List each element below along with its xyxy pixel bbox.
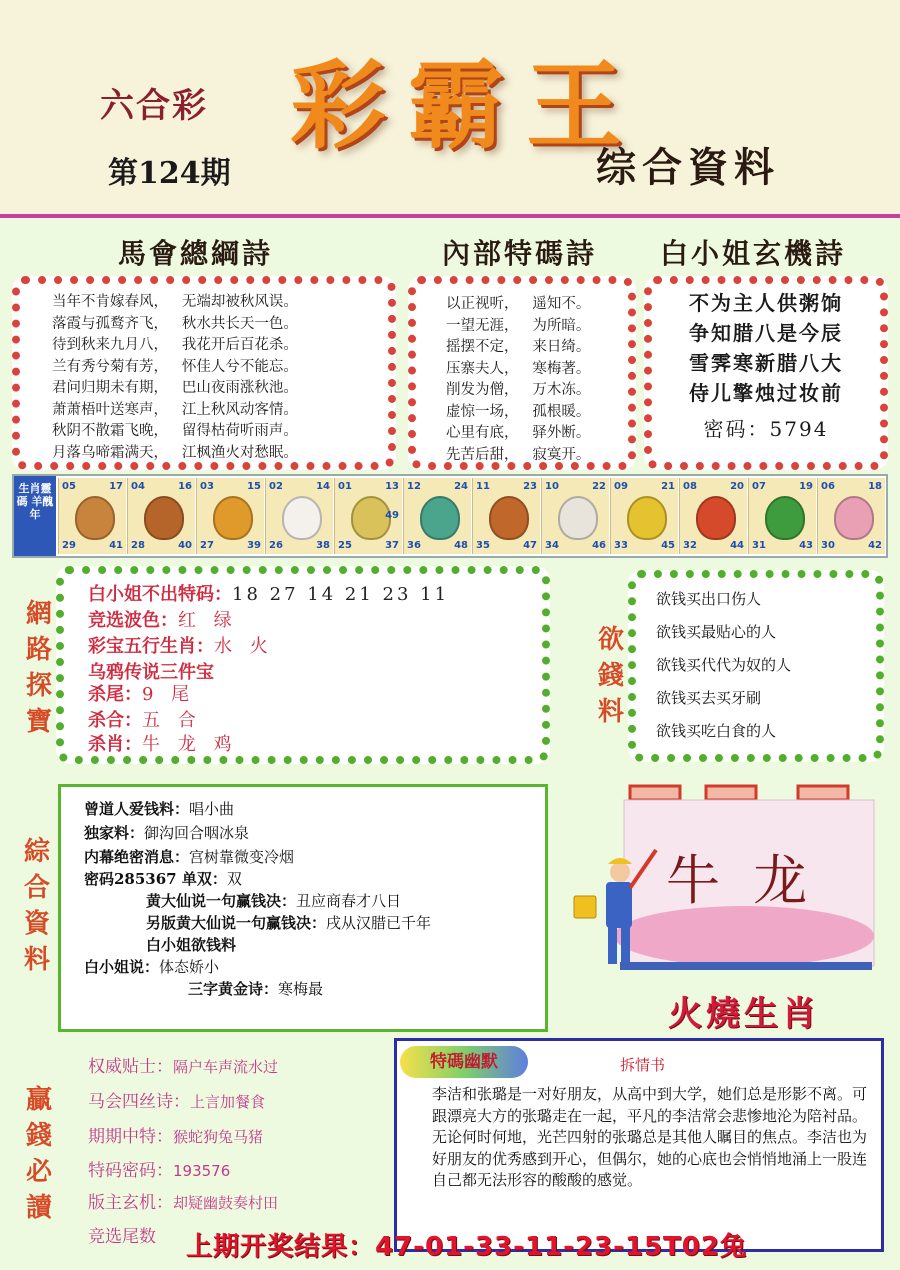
last-draw-result: 上期开奖结果：47-01-33-11-23-15T02兔	[186, 1232, 747, 1262]
comp-line	[146, 890, 401, 911]
zodiac-number: 20	[730, 481, 744, 492]
comp-label: 黄大仙说一句赢钱决：	[146, 892, 297, 910]
inner-poem-text: 以正视听， 遥知不。 一望无涯， 为所暗。 摇摆不定， 来日绮。 压寨夫人， 寒梅著。 削发为僧， 万木冻。 虚惊一场， 孤根暖。 心里有底， 驿外断。 先苦后甜， 寂寞开。	[446, 296, 591, 463]
win-label: 马会四丝诗：	[88, 1092, 190, 1112]
brand-title: 彩霸王	[290, 49, 644, 162]
zodiac-cell	[127, 478, 195, 554]
treasure-label: 杀合：	[88, 710, 142, 731]
win-label: 权威贴士：	[88, 1057, 173, 1077]
story-text: 李洁和张璐是一对好朋友，从高中到大学，她们总是形影不离。可跟漂亮大方的张璐走在一起，平凡的李洁常会悲惨地沦为陪衬品。无论何时何地，光芒四射的张璐总是其他人瞩目的焦点。李洁也为好朋友的优秀感到开心，但偶尔，她的心底也会悄悄地涌上一股连自己都无法形容的酸酸的感觉。	[432, 1085, 868, 1189]
treasure-value: 牛 龙 鸡	[142, 734, 238, 755]
zodiac-number: 30	[821, 540, 835, 551]
comp-label: 白小姐说：	[84, 958, 160, 976]
comp-line	[146, 912, 431, 933]
zodiac-number: 08	[683, 481, 697, 492]
zodiac-number: 15	[247, 481, 261, 492]
win-side-text: 贏錢必讀	[25, 1085, 52, 1223]
horse-poem-text: 当年不肯嫁春风， 无端却被秋风误。 落霞与孤鹜齐飞， 秋水共长天一色。 待到秋来九月八， 我花开后百花杀。 兰有秀兮菊有芳， 怀佳人兮不能忘。 君问归期未有期， 巴山夜雨涨秋池。 萧萧梧叶送寒声， 江上秋风动客情。 秋阴不散霜飞晚， 留得枯荷听雨声。 月落乌啼霜满天， 江枫渔火对愁眠。	[52, 294, 298, 461]
comp-value: 宫树靠微变冷烟	[189, 848, 295, 866]
comp-label: 三字黄金诗：	[188, 980, 279, 998]
zodiac-cell	[541, 478, 609, 554]
comp-line	[188, 978, 323, 999]
zodiac-cell	[403, 478, 471, 554]
treasure-side-label	[22, 596, 56, 740]
zodiac-number: 25	[338, 540, 352, 551]
treasure-row	[88, 730, 237, 756]
zodiac-number: 32	[683, 540, 697, 551]
zodiac-cell	[472, 478, 540, 554]
buy-item: 欲钱买最贴心的人	[656, 623, 777, 641]
zodiac-number: 41	[109, 540, 123, 551]
brand-small: 六合彩	[100, 86, 208, 126]
treasure-label: 杀尾：	[88, 684, 142, 705]
buy-item: 欲钱买吃白食的人	[656, 722, 777, 740]
treasure-value: 18 27 14 21 23 11	[232, 584, 450, 605]
zodiac-number: 12	[407, 481, 421, 492]
zodiac-number: 17	[109, 481, 123, 492]
treasure-row	[88, 606, 238, 632]
zodiac-number: 48	[454, 540, 468, 551]
buy-item: 欲钱买出口伤人	[656, 590, 762, 608]
win-label: 竞选尾数	[88, 1227, 156, 1247]
comp-line	[84, 956, 219, 977]
inner-poem-heading: 內部特碼詩	[442, 237, 598, 270]
zodiac-label	[14, 476, 56, 556]
white-code-row	[660, 414, 872, 444]
story-badge: 特碼幽默	[400, 1046, 528, 1078]
comp-value: 丑应商春才八日	[296, 892, 402, 910]
white-poem-line: 侍儿擎烛过妆前	[689, 381, 843, 405]
treasure-row	[88, 680, 195, 706]
zodiac-animal-icon	[213, 496, 253, 540]
comp-value: 体态娇小	[159, 958, 220, 976]
zodiac-number: 33	[614, 540, 628, 551]
comprehensive-side-text: 綜合資料	[23, 837, 50, 975]
zodiac-number: 14	[316, 481, 330, 492]
zodiac-cell	[58, 478, 126, 554]
zodiac-label-text: 生肖靈碼 羊醜年	[16, 482, 54, 521]
comp-line	[84, 798, 234, 819]
story-title: 拆情书	[620, 1056, 666, 1074]
treasure-row	[88, 580, 449, 606]
zodiac-number: 28	[131, 540, 145, 551]
buy-item: 欲钱买去买牙刷	[656, 689, 762, 707]
zodiac-number: 10	[545, 481, 559, 492]
treasure-side-text: 網路探寶	[25, 599, 52, 737]
comp-value: 寒梅最	[278, 980, 324, 998]
white-poem-line: 不为主人供粥饷	[689, 291, 843, 315]
zodiac-number: 45	[661, 540, 675, 551]
zodiac-number: 09	[614, 481, 628, 492]
subtitle: 综合資料	[596, 144, 780, 191]
fire-zodiac-label: 火燒生肖	[668, 994, 820, 1034]
win-side-label	[22, 1082, 56, 1226]
zodiac-number: 47	[523, 540, 537, 551]
zodiac-number: 01	[338, 481, 352, 492]
win-row	[88, 1188, 278, 1213]
zodiac-number: 29	[62, 540, 76, 551]
zodiac-number: 05	[62, 481, 76, 492]
win-row	[88, 1156, 230, 1181]
treasure-value: 红 绿	[178, 610, 238, 631]
win-value: 上言加餐食	[190, 1093, 266, 1111]
comp-line	[84, 846, 294, 867]
zodiac-number: 24	[454, 481, 468, 492]
zodiac-animal-icon	[765, 496, 805, 540]
zodiac-animal-icon	[696, 496, 736, 540]
zodiac-number: 46	[592, 540, 606, 551]
white-code-label: 密码：	[703, 417, 770, 441]
zodiac-number: 43	[799, 540, 813, 551]
zodiac-animal-icon	[420, 496, 460, 540]
comp-label: 曾道人爱钱料：	[84, 800, 190, 818]
treasure-value: 五 合	[142, 710, 202, 731]
zodiac-number: 04	[131, 481, 145, 492]
buy-item: 欲钱买代代为奴的人	[656, 656, 792, 674]
white-poem-line: 雪霁寒新腊八大	[689, 351, 843, 375]
win-row	[88, 1087, 265, 1112]
comp-value: 双	[226, 870, 242, 888]
zodiac-animal-icon	[834, 496, 874, 540]
zodiac-number: 22	[592, 481, 606, 492]
comp-label: 内幕绝密消息：	[84, 848, 190, 866]
comp-label: 独家料：	[84, 824, 145, 842]
painter-board-text: 牛 龙	[666, 849, 816, 912]
treasure-label: 杀肖：	[88, 734, 142, 755]
win-label: 期期中特：	[88, 1127, 173, 1147]
zodiac-cell	[334, 478, 402, 554]
zodiac-number: 39	[247, 540, 261, 551]
zodiac-cell	[817, 478, 885, 554]
zodiac-number: 31	[752, 540, 766, 551]
zodiac-number: 19	[799, 481, 813, 492]
treasure-label: 彩宝五行生肖：	[88, 636, 214, 657]
white-poem-lines	[660, 288, 872, 444]
treasure-value: 9 尾	[142, 684, 196, 705]
zodiac-cell	[196, 478, 264, 554]
zodiac-number: 36	[407, 540, 421, 551]
zodiac-number: 02	[269, 481, 283, 492]
treasure-label: 乌鸦传说三件宝	[88, 662, 214, 683]
comprehensive-side-label	[20, 834, 54, 978]
zodiac-animal-icon	[282, 496, 322, 540]
buy-side-label	[594, 622, 628, 730]
zodiac-number: 11	[476, 481, 490, 492]
zodiac-number: 34	[545, 540, 559, 551]
header-divider	[0, 214, 900, 218]
win-value: 猴蛇狗兔马猪	[173, 1128, 264, 1146]
zodiac-animal-icon	[627, 496, 667, 540]
zodiac-number: 06	[821, 481, 835, 492]
win-label: 版主玄机：	[88, 1193, 173, 1213]
zodiac-animal-icon	[75, 496, 115, 540]
white-code-value: 5794	[769, 417, 829, 441]
zodiac-number: 03	[200, 481, 214, 492]
win-row	[88, 1122, 263, 1147]
comp-label: 白小姐欲钱料	[146, 936, 237, 954]
zodiac-number: 35	[476, 540, 490, 551]
win-value: 193576	[173, 1162, 231, 1180]
comp-value: 御沟回合咽冰泉	[144, 824, 250, 842]
treasure-label: 竞选波色：	[88, 610, 178, 631]
win-value: 却疑幽鼓奏村田	[173, 1194, 279, 1212]
zodiac-number: 49	[385, 510, 399, 521]
issue-number: 第124期	[108, 156, 231, 191]
zodiac-number: 07	[752, 481, 766, 492]
comp-value: 戌从汉腊已千年	[326, 914, 432, 932]
treasure-label: 白小姐不出特码：	[88, 584, 232, 605]
zodiac-number: 42	[868, 540, 882, 551]
zodiac-number: 38	[316, 540, 330, 551]
zodiac-number: 27	[200, 540, 214, 551]
win-value: 隔户车声流水过	[173, 1058, 279, 1076]
zodiac-number: 13	[385, 481, 399, 492]
zodiac-animal-icon	[489, 496, 529, 540]
win-row	[88, 1052, 278, 1077]
comp-line	[84, 822, 249, 843]
zodiac-cell	[610, 478, 678, 554]
zodiac-number: 21	[661, 481, 675, 492]
white-poem-heading: 白小姐玄機詩	[660, 237, 847, 270]
win-label: 特码密码：	[88, 1161, 173, 1181]
zodiac-number: 26	[269, 540, 283, 551]
comp-label: 密码285367 单双：	[84, 870, 227, 888]
buy-side-text: 欲錢料	[597, 625, 624, 727]
comp-line	[146, 934, 236, 955]
zodiac-number: 37	[385, 540, 399, 551]
treasure-value: 水 火	[214, 636, 274, 657]
treasure-row	[88, 706, 202, 732]
zodiac-number: 16	[178, 481, 192, 492]
win-row	[88, 1222, 156, 1247]
zodiac-animal-icon	[144, 496, 184, 540]
treasure-row	[88, 632, 274, 658]
horse-poem-heading: 馬會總綱詩	[118, 237, 274, 270]
zodiac-number: 23	[523, 481, 537, 492]
white-poem-line: 争知腊八是今辰	[689, 321, 843, 345]
comp-value: 唱小曲	[189, 800, 235, 818]
zodiac-cell	[679, 478, 747, 554]
zodiac-number: 40	[178, 540, 192, 551]
comp-label: 另版黄大仙说一句赢钱决：	[146, 914, 327, 932]
zodiac-cell	[748, 478, 816, 554]
zodiac-cell	[265, 478, 333, 554]
zodiac-number: 18	[868, 481, 882, 492]
zodiac-number: 44	[730, 540, 744, 551]
zodiac-animal-icon	[558, 496, 598, 540]
comp-line	[84, 868, 242, 889]
